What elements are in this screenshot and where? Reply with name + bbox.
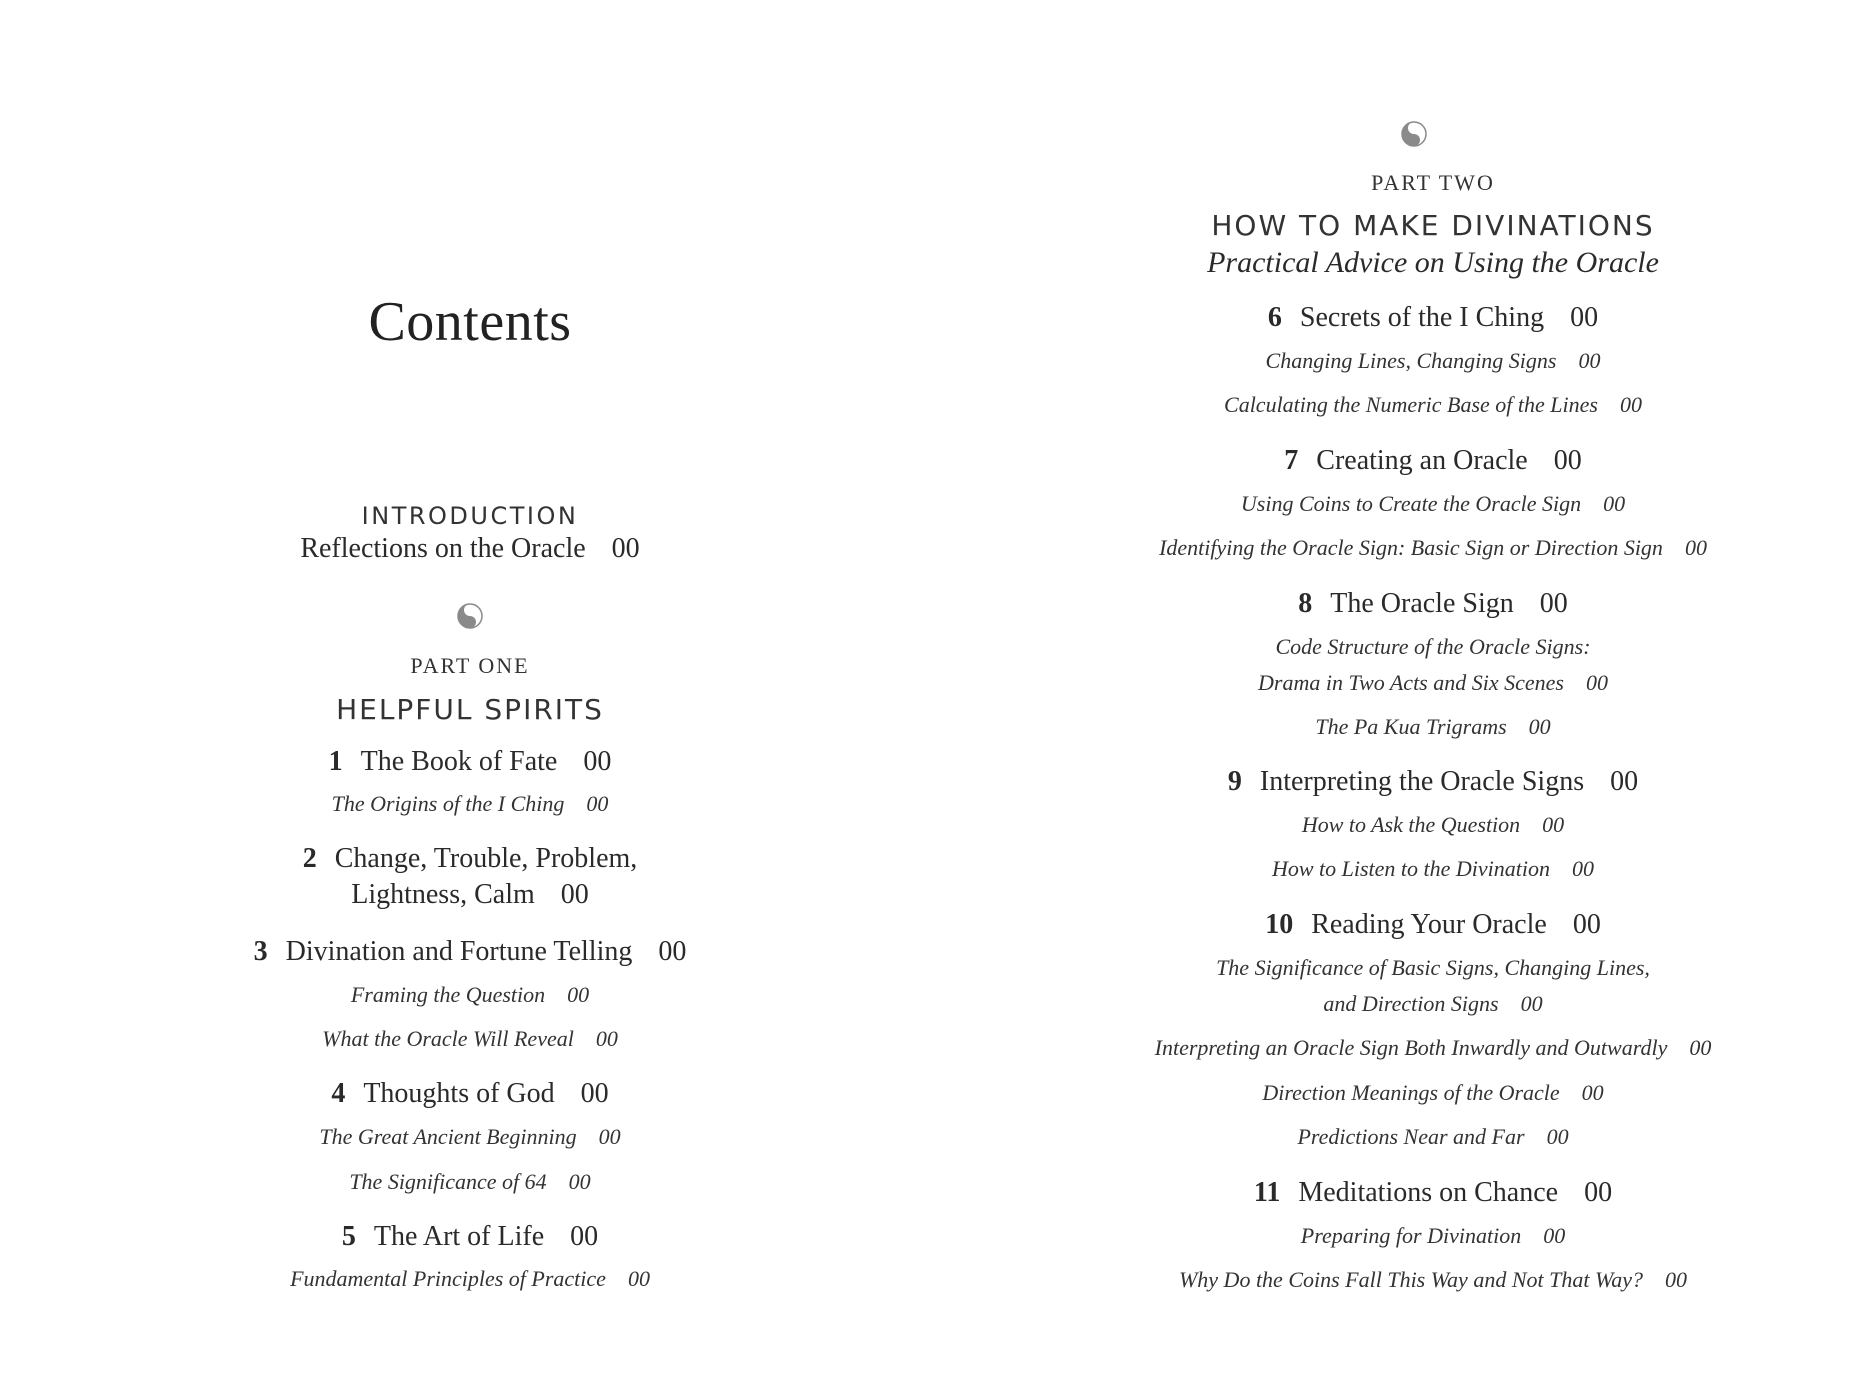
section-pa-kua[interactable]: [1000, 714, 1866, 740]
section-using-coins[interactable]: [1000, 491, 1866, 517]
section-significance-64[interactable]: [0, 1169, 940, 1195]
chapter-title: The Book of Fate: [360, 746, 558, 777]
chapter-title: Divination and Fortune Telling: [285, 936, 633, 967]
chapter-1[interactable]: [0, 746, 940, 778]
chapter-number: 2: [302, 843, 317, 874]
section-title: Identifying the Oracle Sign: Basic Sign or Direction Sign: [1159, 535, 1663, 560]
chapter-number: 6: [1267, 302, 1282, 333]
chapter-number: 3: [253, 936, 268, 967]
page-number: 00: [1572, 909, 1601, 940]
page-number: 00: [1619, 392, 1642, 417]
page-number: 00: [1543, 1223, 1566, 1248]
part-two-subtitle: Practical Advice on Using the Oracle: [1207, 246, 1659, 279]
section-title: The Great Ancient Beginning: [319, 1124, 577, 1149]
yin-yang-icon: [1401, 121, 1427, 147]
section-coins-fall[interactable]: [1000, 1267, 1866, 1293]
section-title: How to Listen to the Divination: [1271, 856, 1551, 881]
page-number: 00: [1689, 1035, 1712, 1060]
page-number: 00: [1684, 535, 1707, 560]
chapter-number: 10: [1265, 909, 1294, 940]
part-two-label: PART TWO: [1371, 170, 1495, 195]
page-number: 00: [1539, 588, 1568, 619]
page-number: 00: [658, 936, 687, 967]
chapter-title: Thoughts of God: [363, 1078, 555, 1109]
page-number: 00: [595, 1026, 618, 1051]
section-title: Calculating the Numeric Base of the Lines: [1224, 392, 1598, 417]
section-listen-divination[interactable]: [1000, 856, 1866, 882]
chapter-number: 7: [1284, 445, 1299, 476]
section-title-line2: and Direction Signs: [1323, 991, 1499, 1016]
page-number: 00: [1603, 491, 1626, 516]
chapter-number: 1: [328, 746, 343, 777]
chapter-title: Interpreting the Oracle Signs: [1259, 766, 1585, 797]
chapter-title: Reading Your Oracle: [1311, 909, 1547, 940]
contents-title: Contents: [368, 291, 572, 353]
section-predictions[interactable]: [1000, 1124, 1866, 1150]
page-number: 00: [1546, 1124, 1569, 1149]
section-direction-meanings[interactable]: [1000, 1080, 1866, 1106]
section-fundamental[interactable]: [0, 1266, 940, 1292]
section-reveal[interactable]: [0, 1026, 940, 1052]
section-significance-basic-signs-line2[interactable]: [1000, 991, 1866, 1017]
page-number: 00: [1528, 714, 1551, 739]
section-title-line2: Drama in Two Acts and Six Scenes: [1258, 670, 1564, 695]
section-ask-question[interactable]: [1000, 812, 1866, 838]
section-title: Using Coins to Create the Oracle Sign: [1240, 491, 1582, 516]
page-number: 00: [580, 1078, 609, 1109]
page-number: 00: [567, 982, 590, 1007]
section-inwardly-outwardly[interactable]: [1000, 1035, 1866, 1061]
section-title: Why Do the Coins Fall This Way and Not That Way?: [1178, 1267, 1644, 1292]
section-title: How to Ask the Question: [1301, 812, 1521, 837]
page-number: 00: [560, 879, 589, 910]
chapter-title: The Oracle Sign: [1330, 588, 1514, 619]
section-title: The Significance of 64: [349, 1169, 547, 1194]
chapter-number: 5: [341, 1221, 356, 1252]
section-code-structure[interactable]: [1000, 634, 1866, 660]
section-preparing[interactable]: [1000, 1223, 1866, 1249]
chapter-number: 9: [1227, 766, 1242, 797]
chapter-title: Meditations on Chance: [1298, 1177, 1559, 1208]
chapter-2[interactable]: [0, 843, 940, 875]
page-number: 00: [1584, 1177, 1613, 1208]
chapter-9[interactable]: [1000, 766, 1866, 798]
introduction-entry[interactable]: [0, 533, 940, 565]
section-title: Preparing for Divination: [1300, 1223, 1522, 1248]
page-number: 00: [1520, 991, 1543, 1016]
page-number: 00: [586, 791, 609, 816]
chapter-5[interactable]: [0, 1221, 940, 1253]
chapter-title: Secrets of the I Ching: [1299, 302, 1545, 333]
yin-yang-icon: [457, 603, 483, 629]
section-framing[interactable]: [0, 982, 940, 1008]
page-number: 00: [627, 1266, 650, 1291]
chapter-11[interactable]: [1000, 1177, 1866, 1209]
section-title: What the Oracle Will Reveal: [322, 1026, 574, 1051]
section-title: The Origins of the I Ching: [331, 791, 565, 816]
chapter-8[interactable]: [1000, 588, 1866, 620]
page-number: 00: [568, 1169, 591, 1194]
page-number: 00: [570, 1221, 599, 1252]
page-number: 00: [1570, 302, 1599, 333]
chapter-title: The Art of Life: [373, 1221, 545, 1252]
section-title-line1: The Significance of Basic Signs, Changing Lines,: [1216, 955, 1650, 980]
section-significance-basic-signs[interactable]: [1000, 955, 1866, 981]
section-title: Interpreting an Oracle Sign Both Inwardly and Outwardly: [1154, 1035, 1668, 1060]
page-number: 00: [1542, 812, 1565, 837]
section-code-structure-line2[interactable]: [1000, 670, 1866, 696]
right-page: [1000, 0, 1866, 1400]
section-identifying-sign[interactable]: [1000, 535, 1866, 561]
page-number: 00: [1572, 856, 1595, 881]
section-title: Changing Lines, Changing Signs: [1265, 348, 1557, 373]
page-number: 00: [1665, 1267, 1688, 1292]
introduction-label: INTRODUCTION: [361, 502, 579, 530]
chapter-title: Creating an Oracle: [1316, 445, 1528, 476]
chapter-4[interactable]: [0, 1078, 940, 1110]
section-title: Direction Meanings of the Oracle: [1262, 1080, 1560, 1105]
chapter-2-line2[interactable]: [0, 879, 940, 911]
chapter-6[interactable]: [1000, 302, 1866, 334]
page-number: 00: [598, 1124, 621, 1149]
section-origins[interactable]: [0, 791, 940, 817]
page-number: 00: [1585, 670, 1608, 695]
page-number: 00: [1578, 348, 1601, 373]
page-number: 00: [1553, 445, 1582, 476]
part-two-title: HOW TO MAKE DIVINATIONS: [1211, 209, 1655, 242]
section-title: The Pa Kua Trigrams: [1315, 714, 1507, 739]
page-number: 00: [611, 533, 640, 564]
chapter-number: 11: [1253, 1177, 1281, 1208]
section-changing-lines[interactable]: [1000, 348, 1866, 374]
chapter-10[interactable]: [1000, 909, 1866, 941]
section-title: Predictions Near and Far: [1297, 1124, 1525, 1149]
chapter-7[interactable]: [1000, 445, 1866, 477]
page-number: 00: [1610, 766, 1639, 797]
page-number: 00: [583, 746, 612, 777]
section-title: Fundamental Principles of Practice: [290, 1266, 606, 1291]
chapter-number: 8: [1298, 588, 1313, 619]
section-title: Framing the Question: [350, 982, 546, 1007]
part-one-label: PART ONE: [410, 653, 530, 678]
chapter-title-line2: Lightness, Calm: [351, 879, 535, 910]
page-number: 00: [1581, 1080, 1604, 1105]
introduction-title: Reflections on the Oracle: [300, 533, 586, 564]
section-numeric-base[interactable]: [1000, 392, 1866, 418]
chapter-title-line1: Change, Trouble, Problem,: [334, 843, 638, 874]
part-one-title: HELPFUL SPIRITS: [336, 693, 604, 726]
section-ancient-beginning[interactable]: [0, 1124, 940, 1150]
chapter-3[interactable]: [0, 936, 940, 968]
chapter-number: 4: [331, 1078, 346, 1109]
section-title-line1: Code Structure of the Oracle Signs:: [1275, 634, 1591, 659]
